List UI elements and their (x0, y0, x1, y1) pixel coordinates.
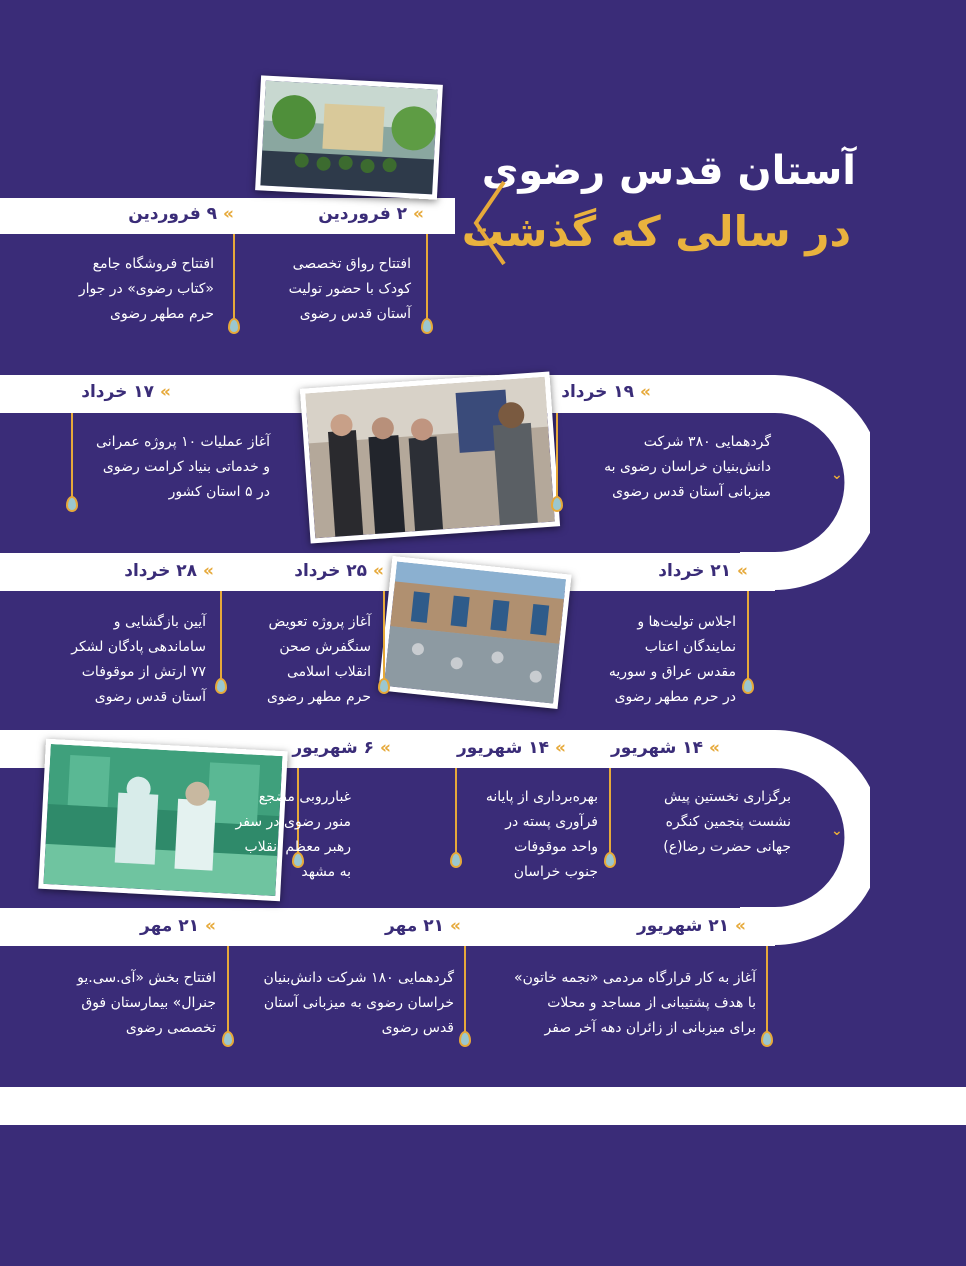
event-text-line: با هدف پشتیبانی از مساجد و محلات (547, 995, 756, 1011)
event-text-line: افتتاح فروشگاه جامع (92, 256, 214, 272)
event-description (514, 966, 756, 1041)
event-text-line: آستان قدس رضوی (94, 689, 206, 705)
event-text-line: نمایندگان اعتاب (644, 639, 736, 655)
chevron-right-icon: » (373, 561, 384, 581)
timeline-connector (766, 946, 768, 1036)
event-date (128, 204, 234, 224)
timeline-connector (426, 234, 428, 322)
event-date (124, 561, 214, 581)
chevron-right-icon: » (735, 916, 746, 936)
event-description (663, 785, 791, 860)
event-date-label: ۲۱ مهر (385, 916, 445, 936)
event-date-label: ۲۱ شهریور (636, 916, 730, 936)
photo-exhibition-visit (300, 371, 560, 543)
event-text-line: و خدماتی بنیاد کرامت رضوی (102, 459, 270, 475)
event-text-line: آستان قدس رضوی (299, 306, 411, 322)
timeline-connector (227, 946, 229, 1036)
event-date (385, 916, 461, 936)
event-date-label: ۲۱ خرداد (658, 561, 732, 581)
event-text-line: ساماندهی پادگان لشکر (71, 639, 206, 655)
event-text-line: «کتاب رضوی» در جوار (78, 281, 214, 297)
event-description (486, 785, 598, 885)
event-date-label: ۱۴ شهریور (610, 738, 704, 758)
chevron-right-icon: » (223, 204, 234, 224)
timeline-connector (233, 234, 235, 322)
event-text-line: دانش‌بنیان خراسان رضوی به (604, 459, 771, 475)
chevron-right-icon: » (640, 382, 651, 402)
timeline-connector (383, 591, 385, 683)
event-date-label: ۶ شهریور (292, 738, 375, 758)
event-date (318, 204, 424, 224)
event-description (71, 610, 206, 710)
event-description (604, 430, 771, 505)
event-text-line: برای میزبانی از زائران دهه آخر صفر (544, 1020, 756, 1036)
event-text-line: قدس رضوی (381, 1020, 454, 1036)
event-text-line: انقلاب اسلامی (287, 664, 371, 680)
timeline-connector (747, 591, 749, 683)
event-text-line: در حرم مطهر رضوی (614, 689, 736, 705)
event-text-line: گردهمایی ۳۸۰ شرکت (643, 434, 771, 450)
event-date-label: ۱۷ خرداد (81, 382, 155, 402)
event-date-label: ۲۱ مهر (140, 916, 200, 936)
event-text-line: میزبانی آستان قدس رضوی (612, 484, 771, 500)
event-description (289, 252, 411, 327)
chevron-right-icon: » (203, 561, 214, 581)
timeline-bead-icon (761, 1031, 773, 1047)
chevron-right-icon: » (709, 738, 720, 758)
chevron-right-icon: » (450, 916, 461, 936)
timeline-bead-icon (378, 678, 390, 694)
event-text-line: جهانی حضرت رضا(ع) (663, 839, 791, 855)
event-text-line: سنگفرش صحن (279, 639, 371, 655)
event-description (96, 430, 270, 505)
event-date (140, 916, 216, 936)
event-text-line: اجلاس تولیت‌ها و (637, 614, 736, 630)
timeline-connector (556, 413, 558, 501)
event-date (561, 382, 651, 402)
timeline-bead-icon (450, 852, 462, 868)
event-date (658, 561, 748, 581)
event-date-label: ۲۸ خرداد (124, 561, 198, 581)
event-text-line: گردهمایی ۱۸۰ شرکت دانش‌بنیان (263, 970, 454, 986)
event-date-label: ۲ فروردین (318, 204, 408, 224)
turn-chevron-icon: ⌄ (831, 467, 843, 483)
event-text-line: برگزاری نخستین پیش (663, 789, 791, 805)
timeline-bead-icon (459, 1031, 471, 1047)
event-description (267, 610, 371, 710)
timeline-connector (464, 946, 466, 1036)
photo-children-pavilion (255, 75, 443, 199)
timeline-connector (71, 413, 73, 501)
event-text-line: غبارروبی مضجع (258, 789, 351, 805)
timeline-connector (220, 591, 222, 683)
event-text-line: افتتاح رواق تخصصی (292, 256, 411, 272)
event-text-line: ۷۷ ارتش از موقوفات (81, 664, 206, 680)
event-date-label: ۲۵ خرداد (294, 561, 368, 581)
chevron-right-icon: » (413, 204, 424, 224)
event-text-line: بهره‌برداری از پایانه (485, 789, 598, 805)
header-title-line2: در سالی که گذشت (461, 207, 851, 256)
chevron-right-icon: » (737, 561, 748, 581)
header-title-line1: آستان قدس رضوی (481, 148, 856, 194)
event-date (292, 738, 391, 758)
event-text-line: آیین بازگشایی و (113, 614, 206, 630)
timeline-bead-icon (222, 1031, 234, 1047)
turn-chevron-icon: ⌄ (831, 823, 843, 839)
event-text-line: در ۵ استان کشور (168, 484, 270, 500)
event-text-line: جنرال» بیمارستان فوق (81, 995, 216, 1011)
event-date (81, 382, 171, 402)
event-text-line: حرم مطهر رضوی (267, 689, 371, 705)
timeline-bead-icon (66, 496, 78, 512)
event-description (264, 966, 454, 1041)
bottom-band (0, 1087, 966, 1125)
event-date (637, 916, 746, 936)
event-date (294, 561, 384, 581)
chevron-right-icon: » (160, 382, 171, 402)
event-date-label: ۱۹ خرداد (561, 382, 635, 402)
timeline-bead-icon (604, 852, 616, 868)
chevron-right-icon: » (205, 916, 216, 936)
event-text-line: نشست پنجمین کنگره (665, 814, 791, 830)
event-text-line: آغاز پروژه تعویض (268, 614, 371, 630)
event-text-line: خراسان رضوی به میزبانی آستان (263, 995, 454, 1011)
event-text-line: فرآوری پسته در (505, 814, 598, 830)
event-text-line: به مشهد (301, 864, 351, 880)
event-text-line: آغاز عملیات ۱۰ پروژه عمرانی (96, 434, 270, 450)
event-text-line: کودک با حضور تولیت (288, 281, 411, 297)
event-description (609, 610, 736, 710)
timeline-bead-icon (742, 678, 754, 694)
angle-bracket-left-icon (470, 178, 510, 268)
event-text-line: تخصصی رضوی (125, 1020, 216, 1036)
timeline-connector (609, 768, 611, 856)
event-date (611, 738, 720, 758)
timeline-bead-icon (215, 678, 227, 694)
chevron-right-icon: » (555, 738, 566, 758)
event-text-line: مقدس عراق و سوریه (608, 664, 736, 680)
event-date-label: ۹ فروردین (128, 204, 218, 224)
event-text-line: جنوب خراسان (513, 864, 598, 880)
event-description (77, 966, 216, 1041)
event-date (457, 738, 566, 758)
event-text-line: واحد موقوفات (514, 839, 598, 855)
photo-courtyard-paving (378, 556, 571, 709)
timeline-connector (455, 768, 457, 856)
event-text-line: افتتاح بخش «آی.سی.یو (77, 970, 216, 986)
timeline-bead-icon (421, 318, 433, 334)
event-date-label: ۱۴ شهریور (456, 738, 550, 758)
timeline-bead-icon (228, 318, 240, 334)
chevron-right-icon: » (380, 738, 391, 758)
event-description (79, 252, 214, 327)
event-text-line: منور رضوی در سفر (235, 814, 351, 830)
event-text-line: رهبر معظم انقلاب (244, 839, 351, 855)
event-text-line: حرم مطهر رضوی (110, 306, 214, 322)
timeline-bead-icon (551, 496, 563, 512)
event-description (236, 785, 351, 885)
event-text-line: آغاز به کار قرارگاه مردمی «نجمه خاتون» (514, 970, 756, 986)
